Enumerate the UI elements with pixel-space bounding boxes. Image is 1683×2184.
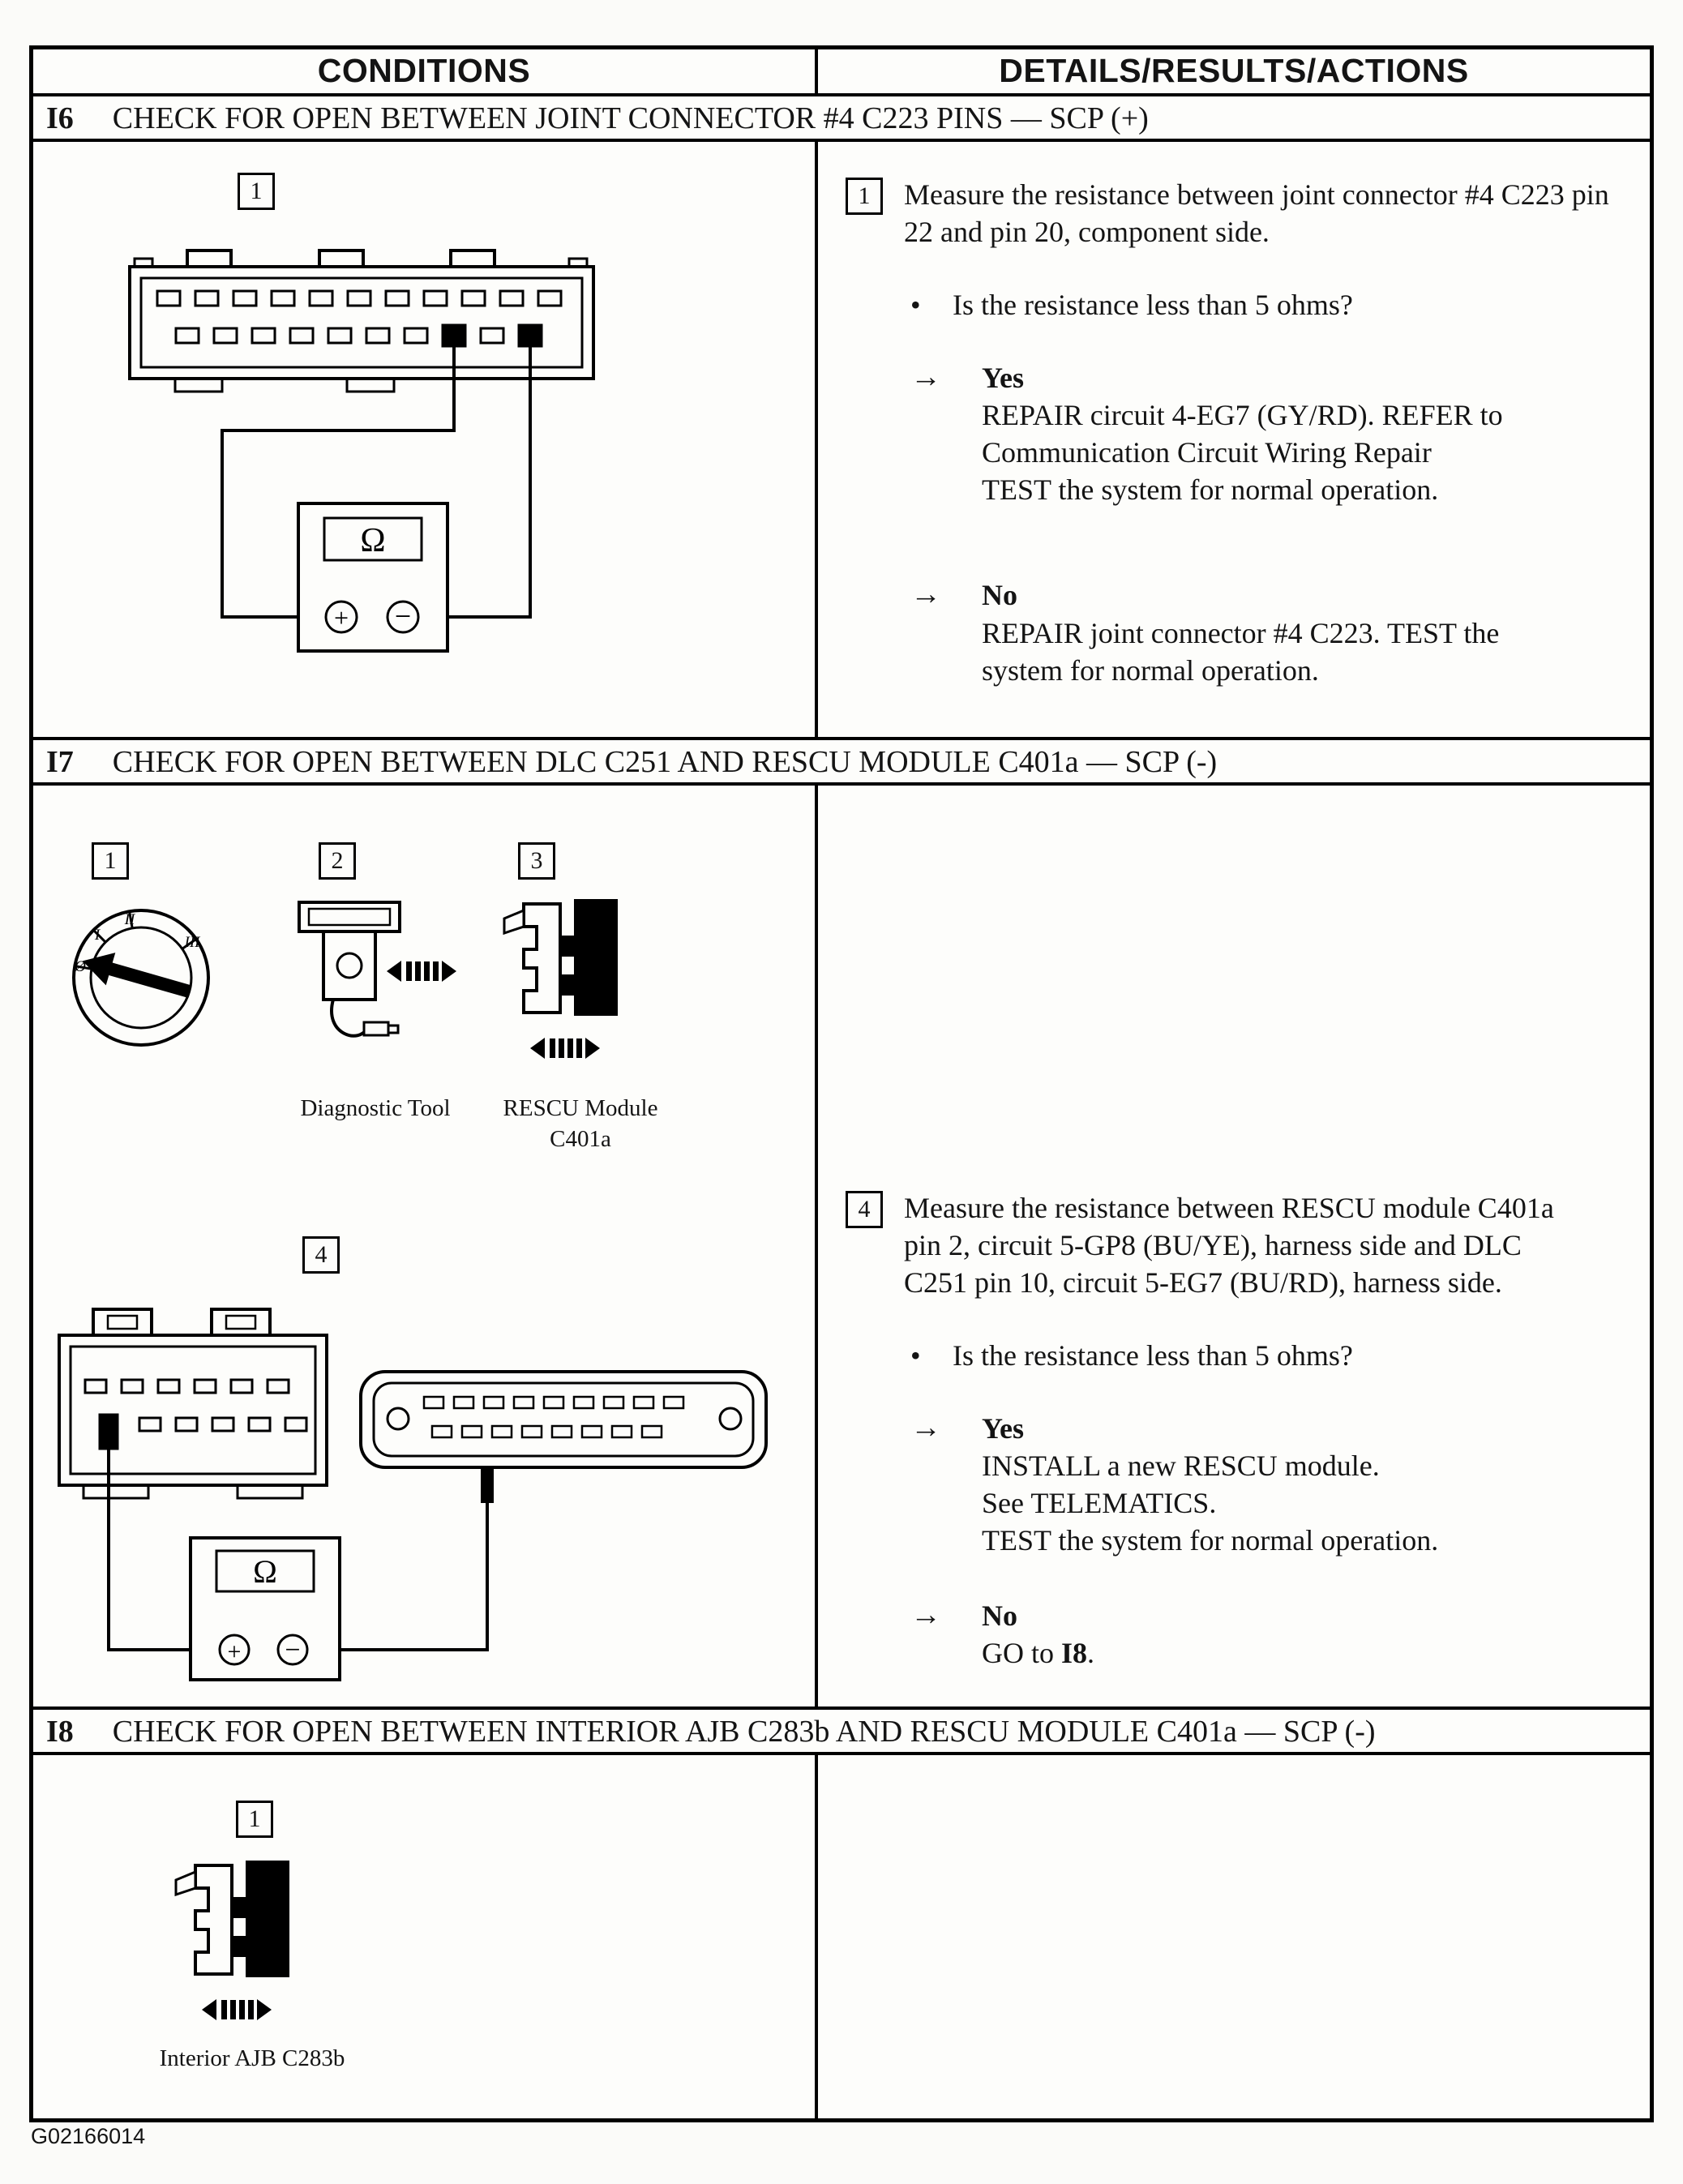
no-label: No	[982, 1599, 1017, 1632]
section-i6-title-row	[33, 96, 1650, 142]
question-text: Is the resistance less than 5 ohms?	[953, 1339, 1353, 1372]
section-i6-id: I6	[46, 101, 74, 135]
mating-arrow-icon	[202, 1999, 272, 2020]
section-i6-body-row	[33, 142, 1650, 740]
result-arrow-icon: →	[910, 1597, 941, 1632]
svg-text:II: II	[124, 911, 135, 928]
figure-id: G02166014	[31, 2124, 146, 2148]
tool-cable	[332, 1000, 367, 1036]
resistance-measurement-diagram	[43, 1295, 797, 1700]
diagnostic-tool-label: Diagnostic Tool	[300, 1095, 451, 1121]
no-result	[910, 576, 1617, 688]
question-text: Is the resistance less than 5 ohms?	[953, 289, 1353, 322]
result-arrow-icon: →	[910, 360, 941, 395]
step-instruction: Measure the resistance between joint connector #4 C223 pin 22 and pin 20, component side.	[904, 178, 1609, 249]
diagnostic-tool-icon	[276, 889, 471, 1076]
minus-terminal-label: −	[394, 600, 412, 632]
i7-callout-1: 1	[92, 842, 129, 880]
rescu-module-connector-icon	[483, 883, 678, 1077]
question-row	[910, 1338, 1582, 1372]
result-arrow-icon: →	[910, 1411, 941, 1445]
plus-terminal-label: +	[333, 603, 349, 632]
section-i7-title-row	[33, 740, 1650, 786]
pin-row-bottom	[176, 325, 542, 346]
go-to-reference: I8	[1061, 1636, 1088, 1669]
ignition-switch-icon	[56, 893, 226, 1063]
harness-connector-body	[59, 1309, 327, 1498]
rescu-module-label-line2: C401a	[550, 1126, 611, 1152]
section-i7-title: CHECK FOR OPEN BETWEEN DLC C251 AND RESCU MODULE C401a — SCP (-)	[112, 745, 1218, 779]
i8-conditions-cell	[33, 1755, 818, 2118]
harness-connector-outline	[524, 904, 560, 1013]
step-number-box: 1	[846, 178, 883, 215]
plus-terminal-label: +	[227, 1638, 242, 1665]
no-result	[910, 1597, 1582, 1672]
dlc-connector-icon	[361, 1372, 766, 1503]
yes-result	[910, 359, 1617, 508]
harness-pin-rows	[85, 1380, 306, 1449]
table-header-row	[33, 49, 1650, 96]
yes-action-line: Communication Circuit Wiring Repair	[982, 436, 1432, 469]
no-action-text: GO to I8.	[982, 1636, 1095, 1669]
connector-body	[130, 251, 593, 392]
conditions-column-header: CONDITIONS	[33, 49, 818, 93]
no-label: No	[982, 579, 1017, 612]
pinpoint-test-table	[29, 45, 1654, 2122]
section-i8-body-row	[33, 1755, 1650, 2118]
question-row	[910, 288, 1617, 322]
rescu-module-label-line1: RESCU Module	[503, 1095, 658, 1121]
pin-row-top	[157, 291, 561, 306]
module-connector-solid	[233, 1861, 289, 1977]
svg-text:Ø: Ø	[75, 958, 86, 975]
ohm-symbol: Ω	[360, 522, 386, 559]
details-column-header: DETAILS/RESULTS/ACTIONS	[999, 52, 1469, 89]
yes-label: Yes	[982, 1412, 1024, 1445]
yes-action-line: REPAIR circuit 4-EG7 (GY/RD). REFER to	[982, 399, 1503, 432]
svg-text:III: III	[184, 934, 200, 951]
minus-terminal-label: −	[285, 1635, 301, 1665]
tool-plug	[364, 1022, 398, 1035]
i7-callout-2: 2	[319, 842, 356, 880]
i6-step-1	[846, 176, 1621, 689]
i6-diagram-callout-box: 1	[238, 173, 275, 210]
i7-step-4	[846, 1189, 1621, 1672]
multimeter-icon	[298, 503, 448, 651]
svg-text:I: I	[94, 927, 101, 944]
yes-action-line: TEST the system for normal operation.	[982, 1524, 1439, 1557]
yes-action-line: See TELEMATICS.	[982, 1487, 1217, 1520]
joint-connector-diagram	[110, 238, 629, 708]
connector-tab	[176, 1872, 195, 1895]
probed-pin-10	[481, 1467, 494, 1503]
i8-details-cell	[818, 1755, 1650, 2118]
section-i8-id: I8	[46, 1715, 74, 1749]
yes-label: Yes	[982, 362, 1024, 395]
module-connector-solid	[562, 899, 618, 1016]
i6-conditions-cell	[33, 142, 818, 737]
ajb-connector-icon	[155, 1844, 349, 2039]
harness-connector-outline	[195, 1865, 232, 1974]
probed-pin-2	[100, 1415, 118, 1449]
yes-action-line: INSTALL a new RESCU module.	[982, 1450, 1380, 1483]
section-i8-title-row	[33, 1710, 1650, 1755]
section-i7-body-row	[33, 786, 1650, 1710]
multimeter-icon	[191, 1538, 340, 1680]
i6-details-cell	[818, 142, 1650, 737]
result-arrow-icon: →	[910, 577, 941, 612]
bullet-icon: •	[910, 289, 921, 322]
no-action-text: REPAIR joint connector #4 C223. TEST the system for normal operation.	[982, 616, 1500, 687]
section-i6-title: CHECK FOR OPEN BETWEEN JOINT CONNECTOR #4 C223 PINS — SCP (+)	[112, 101, 1149, 135]
mating-arrow-icon	[530, 1038, 600, 1059]
ajb-connector-label: Interior AJB C283b	[159, 2045, 345, 2071]
connector-tab	[504, 910, 524, 933]
i7-conditions-cell	[33, 786, 818, 1707]
section-i8-title: CHECK FOR OPEN BETWEEN INTERIOR AJB C283b AND RESCU MODULE C401a — SCP (-)	[112, 1715, 1376, 1749]
i7-callout-4: 4	[302, 1236, 340, 1274]
step-instruction: Measure the resistance between RESCU module C401a pin 2, circuit 5-GP8 (BU/YE), harness side and DLC C251 pin 10, circuit 5-EG7 (BU/RD), harness side.	[904, 1192, 1554, 1300]
yes-result	[910, 1410, 1582, 1559]
mating-arrow-icon	[387, 961, 456, 982]
i7-callout-3: 3	[518, 842, 555, 880]
section-i7-id: I7	[46, 745, 74, 779]
bullet-icon: •	[910, 1339, 921, 1372]
i7-details-cell	[818, 786, 1650, 1707]
yes-action-line: TEST the system for normal operation.	[982, 473, 1439, 507]
i8-diagram-callout-box: 1	[236, 1801, 273, 1838]
ohm-symbol: Ω	[253, 1553, 277, 1590]
step-number-box: 4	[846, 1191, 883, 1228]
